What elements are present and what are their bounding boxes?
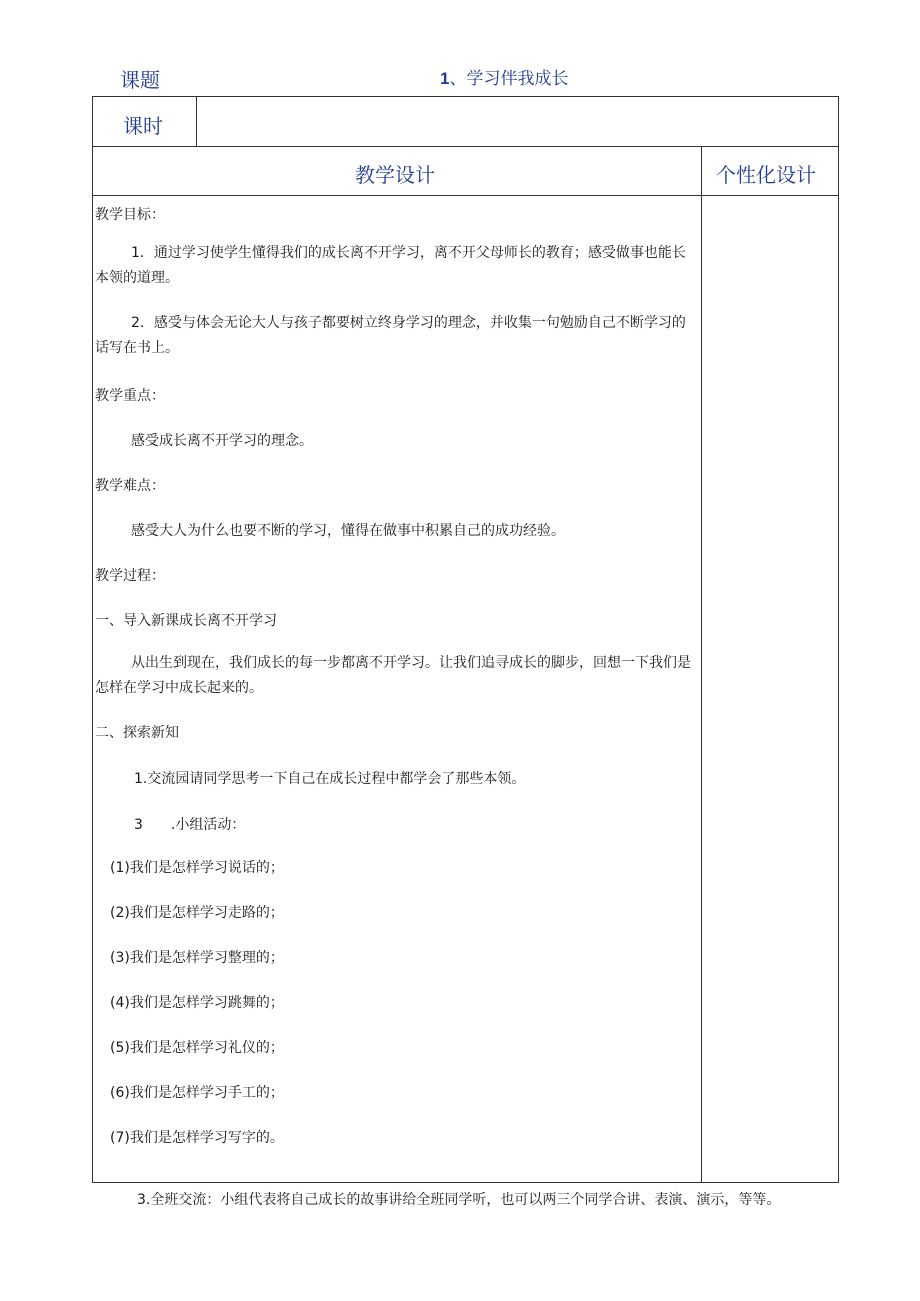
exploration-item-3 — [134, 814, 245, 834]
table-divider-header — [92, 195, 839, 196]
goals-heading: 教学目标： — [95, 207, 165, 223]
activity-item: (1)我们是怎样学习说话的； — [110, 860, 284, 876]
activity-item: (3)我们是怎样学习整理的； — [110, 950, 284, 966]
activity-item: (2)我们是怎样学习走路的； — [110, 905, 284, 921]
table-border-top — [92, 96, 839, 97]
difficulty-text: 感受大人为什么也要不断的学习，懂得在做事中积累自己的成功经验。 — [131, 523, 565, 539]
activity-item: (5)我们是怎样学习礼仪的； — [110, 1040, 284, 1056]
section-2-title: 二、探索新知 — [95, 725, 179, 741]
topic-label: 课题 — [120, 68, 160, 92]
difficulty-heading: 教学难点： — [95, 478, 165, 494]
key-heading: 教学重点： — [95, 388, 165, 404]
process-heading: 教学过程： — [95, 568, 165, 584]
lesson-number: 1 — [440, 69, 450, 88]
table-border-left — [92, 96, 93, 1183]
item-3-text: .小组活动： — [170, 817, 246, 833]
key-text: 感受成长离不开学习的理念。 — [131, 433, 313, 449]
section-1-title: 一、导入新课成长离不开学习 — [95, 613, 277, 629]
table-border-right — [838, 96, 839, 1183]
teaching-design-header: 教学设计 — [355, 163, 435, 187]
goal-1: 1．通过学习使学生懂得我们的成长离不开学习，离不开父母师长的教育；感受做事也能长本领的道理。 — [95, 245, 686, 286]
table-divider-personal-col — [701, 146, 702, 1183]
table-divider-hour — [92, 146, 839, 147]
exploration-item-1: 1.交流园请同学思考一下自己在成长过程中都学会了那些本领。 — [134, 771, 526, 787]
lesson-title-text: 、学习伴我成长 — [449, 69, 569, 89]
class-exchange-text: 3.全班交流：小组代表将自己成长的故事讲给全班同学听，也可以两三个同学合讲、表演、演示，等等。 — [137, 1192, 781, 1208]
goal-2: 2．感受与体会无论大人与孩子都要树立终身学习的理念，并收集一句勉励自己不断学习的话写在书上。 — [95, 315, 686, 356]
lesson-title — [440, 64, 568, 89]
activity-item: (4)我们是怎样学习跳舞的； — [110, 995, 284, 1011]
section-1-text: 从出生到现在，我们成长的每一步都离不开学习。让我们追寻成长的脚步，回想一下我们是怎样在学习中成长起来的。 — [95, 655, 691, 696]
table-border-bottom — [92, 1182, 839, 1183]
table-divider-hour-col — [196, 96, 197, 146]
activity-item: (6)我们是怎样学习手工的； — [110, 1085, 284, 1101]
item-3-number: 3 — [134, 817, 143, 833]
activity-item: (7)我们是怎样学习写字的。 — [110, 1130, 284, 1146]
personal-design-header: 个性化设计 — [716, 163, 816, 187]
hour-label: 课时 — [123, 114, 163, 138]
